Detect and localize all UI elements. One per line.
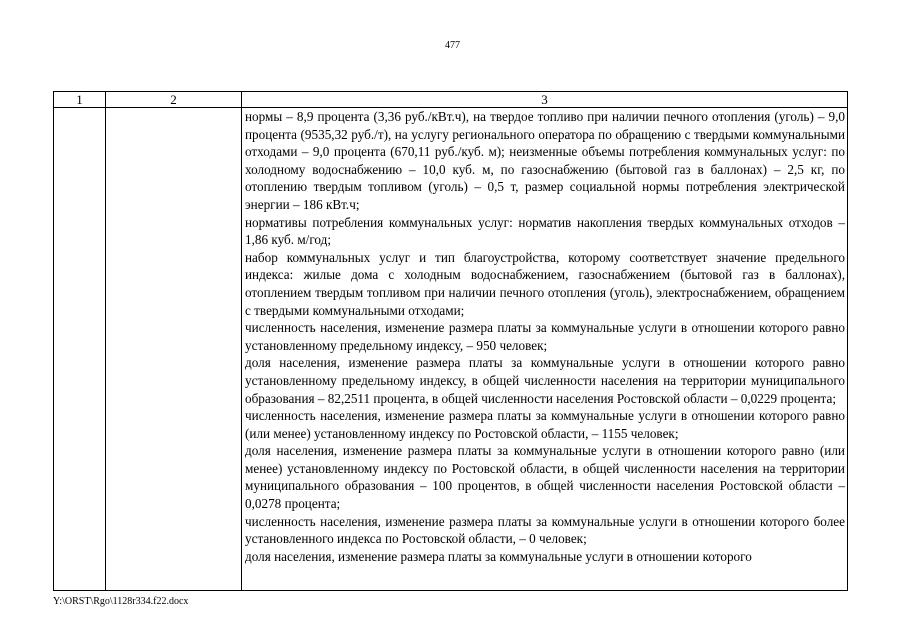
table-header-row xyxy=(54,92,848,108)
paragraph: набор коммунальных услуг и тип благоустройства, которому соответствует значение предельного индекса: жилые дома с холодным водоснабжением, газоснабжением (бытовой газ в баллонах), отоплением твердым топливом при наличии печного отопления (уголь), электроснабжением, обращением с твердыми коммунальными отходами; xyxy=(245,249,845,318)
column-header-3: 3 xyxy=(242,92,848,108)
table-row xyxy=(54,108,848,591)
column-header-1: 1 xyxy=(54,92,106,108)
column-header-2: 2 xyxy=(106,92,242,108)
paragraph: численность населения, изменение размера платы за коммунальные услуги в отношении которого равно установленному предельному индексу, – 950 человек; xyxy=(245,320,845,353)
document-table xyxy=(53,91,848,591)
paragraph: доля населения, изменение размера платы за коммунальные услуги в отношении которого xyxy=(245,548,752,564)
paragraph: численность населения, изменение размера платы за коммунальные услуги в отношении которого равно (или менее) установленному индексу по Ростовской области, – 1155 человек; xyxy=(245,408,845,441)
page-number: 477 xyxy=(445,40,460,51)
paragraph: доля населения, изменение размера платы за коммунальные услуги в отношении которого равно установленному предельному индексу, в общей численности населения на территории муниципального образования – 82,2511 процента, в общей численности населения Ростовской области – 0,0229 процента; xyxy=(245,355,845,406)
paragraph: нормы – 8,9 процента (3,36 руб./кВт.ч), на твердое топливо при наличии печного отопления (уголь) – 9,0 процента (9535,32 руб./т), на услугу регионального оператора по обращению с твердыми коммунальными отходами – 9,0 процента (670,11 руб./куб. м); неизменные объемы потребления коммунальных услуг: по холодному водоснабжению – 10,0 куб. м, по газоснабжению (бытовой газ в баллонах) – 2,5 кг, по отоплению твердым топливом (уголь) – 0,5 т, размер социальной нормы потребления электрической энергии – 186 кВт.ч; xyxy=(245,109,845,212)
cell-col-3 xyxy=(242,108,848,591)
paragraph: численность населения, изменение размера платы за коммунальные услуги в отношении которого более установленного индекса по Ростовской области, – 0 человек; xyxy=(245,513,845,547)
paragraph: нормативы потребления коммунальных услуг: норматив накопления твердых коммунальных отходов – 1,86 куб. м/год; xyxy=(245,214,845,248)
paragraph: доля населения, изменение размера платы за коммунальные услуги в отношении которого равно (или менее) установленному индексу по Ростовской области, в общей численности населения на территории муниципального образования – 100 процентов, в общей численности населения Ростовской области – 0,0278 процента; xyxy=(245,443,845,512)
cell-col-2 xyxy=(106,108,242,591)
cell-col-1 xyxy=(54,108,106,591)
footer-file-path: Y:\ORST\Rgo\1128r334.f22.docx xyxy=(53,596,189,607)
